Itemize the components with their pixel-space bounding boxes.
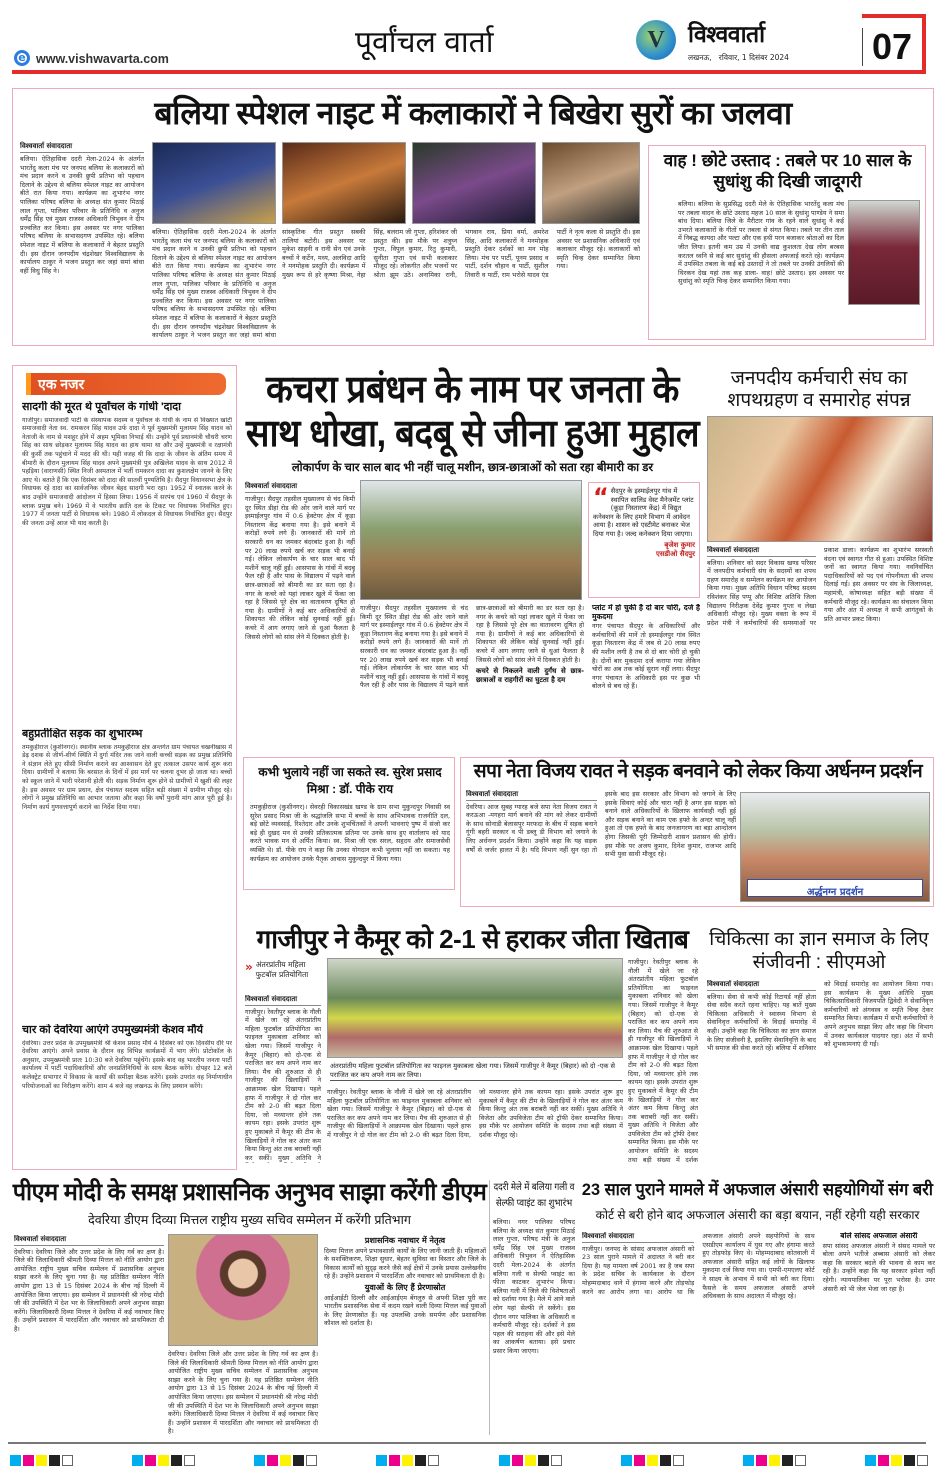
dm-portrait-photo xyxy=(168,1234,318,1346)
mishra-body: तमकुहीराज (कुशीनगर)। सेवरही विकासखंड खण्ड के ग्राम सभा मुकुन्दपुर निवासी स्व सुरेश प्रसाद मिश्रा जी के श्रद्धांजलि सभा में बच्चों के साथ अभिभावक राजनीति दल, बड़े छोटे व्यवसाई, रिश्तेदार और उनके शुभचिंतकों ने अपनी भावनाएं पुष्प में संजो कर बड़े ही दुखद मन से उनकी प्रतिकात्मक प्रतिमा पर उनके साथ हुए वार्तालाप को याद करते भावक मन से अर्पित किया। स्व. मिश्रा जी एक सरल, सहृदय और समाजसेवी व्यक्ति थे। डॉ. पीके राय ने कहा कि उनका योगदान कभी भुलाया नहीं जा सकता। यह कार्यक्रम का आयोजन उनके पैतृक आवास मुकुन्दपुर में किया गया। xyxy=(250,803,450,863)
section-title: पूर्वांचल वार्ता xyxy=(355,26,494,59)
color-swatch xyxy=(782,1455,793,1466)
ballia-lead-column xyxy=(20,142,144,343)
football-caption: अंतरप्रांतीय महिला फुटबॉल प्रतियोगिता का फाइनल मुकाबला खेला गया। जिसमें गाजीपुर ने कैमूर (बिहार) को दो -एक से पराजित कर कप अपने नाम कर लिया। xyxy=(330,1062,622,1081)
dm-subhead-inspiration: युवाओं के लिए हैं प्रेरणास्रोत xyxy=(364,1282,446,1292)
color-swatch xyxy=(512,1455,523,1466)
ballia-photo-singer xyxy=(152,142,276,224)
color-swatch xyxy=(36,1455,47,1466)
dateline: लखनऊ, रविवार, 1 दिसंबर 2024 xyxy=(688,53,789,62)
color-swatch xyxy=(756,1455,767,1466)
header-rule xyxy=(12,70,926,74)
sapa-body-wrap xyxy=(466,790,736,902)
kachra-headline: कचरा प्रबंधन के नाम पर जनता के साथ धोखा, बदबू से जीना हुआ मुहाल xyxy=(245,369,700,455)
ek-nazar-item xyxy=(22,401,232,721)
kachra-plant-photo xyxy=(360,480,582,600)
dadri-divider xyxy=(489,1180,490,1435)
sapa-protest-photo xyxy=(740,792,930,902)
football-team-photo xyxy=(327,958,623,1058)
color-swatch xyxy=(891,1455,902,1466)
cmo-headline: चिकित्सा का ज्ञान समाज के लिए संजीवनी : सीएमओ xyxy=(709,929,929,973)
color-swatch xyxy=(280,1455,291,1466)
color-swatch xyxy=(634,1455,645,1466)
ie-icon: e xyxy=(14,50,30,66)
color-swatch xyxy=(132,1455,143,1466)
color-bar-group xyxy=(743,1450,808,1469)
ballia-lead: बलिया। ऐतिहासिक ददरी मेला-2024 के अंतर्गत भारतेंदु कला मंच पर जनपद बलिया के कलाकारों को मंच प्रदान करने व उनकी छुपी प्रतिभा को पहचान दिलाने के उद्देश्य से बलिया स्पेशल नाइट का आयोजन बीते रात किया गया। कार्यक्रम का शुभारंभ नगर पालिका परिषद बलिया के अध्यक्ष संत कुमार मिठाई लाल गुप्ता, पालिका परिवार के प्रतिनिधि व अनुज धर्मेंद्र सिंह एवं मुख्य राजस्व अधिकारी त्रिभुवन ने दीप प्रज्वलित कर किया। इस अवसर पर नगर पालिका परिषद बलिया के सभासदगण उपस्थित रहे। बलिया स्पेशल नाइट में बलिया के कलाकारों ने बेहतर प्रस्तुति दी। इस दौरान जनपदीय चंद्रशेखर विश्वविद्यालय के कार्यालय ठाकुर ने भजन प्रस्तुत कर जहां समां बांधा वहीं विधु सिंह ने। xyxy=(20,155,144,275)
ek-nazar-item-headline: चार को देवरिया आएंगे उपमुख्यमंत्री केशव मौर्य xyxy=(22,1024,204,1036)
afzal-subhead: बोले सांसद अफजाल अंसारी xyxy=(840,1232,918,1240)
kachra-body: गाजीपुर। सैदपुर तहसील मुख्यालय से चंद किमी दूर स्थित डीहां रोड की ओर जाने वाले मार्ग पर इस्माईलपुर गांव में 0.6 हेक्टेयर क्षेत्र में कूड़ा निस्तारण केंद्र बनाया गया है। इसे बनाने में करोड़ों रुपये लगे हैं। जानकारों की मानें तो सरकारी धन का जमकर बंदरबांट हुआ है। नहीं पर 20 लाख रुपये खर्च कर सड़क भी बनाई गई। लेकिन लोकार्पण के चार साल बाद भी मशीनें चालू नहीं हुईं। आसपास के गांवों में बदबू फैल रही है और पास के विद्यालय में पढ़ने वाले छात्र-छात्राओं को बीमारी का डर सता रहा है। नगर के कचरे को यहां लाकर खुले में फेंका जा रहा है जिससे पूरे क्षेत्र का वातावरण दूषित हो गया है। ग्रामीणों ने कई बार अधिकारियों से शिकायत की लेकिन कोई सुनवाई नहीं हुई। कचरे में आग लगाए जाने से धुआं फैलता है जिससे लोगों को सांस लेने में दिक्कत होती है। xyxy=(245,495,355,641)
ballia-byline: विश्ववार्ता संवाददाता xyxy=(20,142,144,153)
kachra-subhead-theft: प्लांट में हो चुकी है दो बार चोरी, दर्ज है मुकदमा xyxy=(592,604,700,621)
football-body-right: गाजीपुर। रेवतीपुर ब्लाक के नौली में खेले जा रहे अंतरप्रांतीय महिला फुटबॉल प्रतियोगिता का फाइनल मुकाबला शनिवार को खेला गया। जिसमें गाजीपुर ने कैमूर (बिहार) को दो-एक से पराजित कर कप अपने नाम कर लिया। मैच की शुरुआत से ही गाजीपुर की खिलाड़ियों ने आक्रामक खेल दिखाया। पहले हाफ में गाजीपुर ने दो गोल कर टीम को 2-0 की बढ़त दिला दिया, जो मध्यान्तर होने तक कायम रहा। इसके उपरांत शुरू हुए मुकाबले में कैमूर की टीम के खिलाड़ियों ने गोल कर अंतर कम किया किन्तु अंत तक बराबरी नहीं कर सकीं। मुख्य अतिथि ने विजेता और उपविजेता टीम को ट्रॉफी देकर सम्मानित किया। इस मौके पर आयोजन समिति के सदस्य तथा बड़ी संख्या में दर्शक xyxy=(628,958,698,1164)
ek-nazar-label: एक नजर xyxy=(38,376,85,392)
sudhanshu-body: बलिया। बलिया के सुप्रसिद्ध ददरी मेले के ऐतिहासिक भारतेंदु कला मंच पर तबला वादन के छोटे उस्ताद महज 10 साल के सुधांशु पाण्डेय ने समा बांध दिया। बलिया जिले के मैरीटार गांव के रहने वाले सुधांशु ने कई उभरते कलाकारों के गीतों पर तबला से संगत किया। तबले पर तीन ताल में निबद्ध कायदा और पल्टा और एक हथी परन बजाकर श्रोताओं का दिल जीत लिया। इतनी कम उम्र में उनकी वाद्य कुशलता देख लोग बरबस करतल ध्वनि से कई बार सुधांशु की हौसला अफजाई करते रहे। कार्यक्रम में उपस्थित तबला के कई बड़े उस्तादों ने तो तबले पर उनकी उंगलियों की थिरकन देख यहां तक कह डाला- वाह! छोटे उस्ताद। इस अवसर पर सुधांशु को स्मृति चिन्ह देकर सम्मानित किया गया। xyxy=(678,200,844,286)
ballia-photo-female-singer xyxy=(412,142,536,224)
cmo-body: बलिया। सेवा से कभी कोई रिटायर्ड नहीं होता सेवा सदैव करते रहना चाहिए। यह बातें मुख्य चिकित्सा अधिकारी ने स्वास्थ्य विभाग से सेवानिवृत्त कर्मचारियों के विदाई समारोह में कही। उन्होंने कहा कि चिकित्सा का ज्ञान समाज के लिए संजीवनी है, इसलिए सेवानिवृत्ति के बाद भी समाज की सेवा करते रहें। बलिया में शनिवार को विदाई समारोह का आयोजन किया गया। इस कार्यक्रम के मुख्य अतिथि मुख्य चिकित्साधिकारी विजयपति द्विवेदी ने सेवानिवृत्त कर्मचारियों को अंगवस्त्र व स्मृति चिन्ह देकर सम्मानित किया। कार्यक्रम में सभी कर्मचारियों ने अपने अनुभव साझा किए और कहा कि विभाग में उनका कार्यकाल यादगार रहा। अंत में सभी को शुभकामनाएं दी गईं। xyxy=(707,980,933,1053)
kachra-body-continued: गाजीपुर। सैदपुर तहसील मुख्यालय से चंद किमी दूर स्थित डीहां रोड की ओर जाने वाले मार्ग पर इस्माईलपुर गांव में 0.6 हेक्टेयर क्षेत्र में कूड़ा निस्तारण केंद्र बनाया गया है। इसे बनाने में करोड़ों रुपये लगे हैं। जानकारों की मानें तो सरकारी धन का जमकर बंदरबांट हुआ है। नहीं पर 20 लाख रुपये खर्च कर सड़क भी बनाई गई। लेकिन लोकार्पण के चार साल बाद भी मशीनें चालू नहीं हुईं। आसपास के गांवों में बदबू फैल रही है और पास के विद्यालय में पढ़ने वाले छात्र-छात्राओं को बीमारी का डर सता रहा है। नगर के कचरे को यहां लाकर खुले में फेंका जा रहा है जिससे पूरे क्षेत्र का वातावरण दूषित हो गया है। ग्रामीणों ने कई बार अधिकारियों से शिकायत की लेकिन कोई सुनवाई नहीं हुई। कचरे में आग लगाए जाने से धुआं फैलता है जिससे लोगों को सांस लेने में दिक्कत होती है। xyxy=(360,604,584,690)
janpadiya-body: बलिया। शनिवार को सदर विकास खण्ड परिसर में जनपदीय कर्मचारी संघ के सदस्यों का शपथ ग्रहण समारोह व सम्मेलन कार्यक्रम का आयोजन किया गया। मुख्य अतिथि विधान परिषद सदस्य रविशंकर सिंह पप्पू और विशिष्ट अतिथि जिला विद्यालय निरीक्षक देवेंद्र कुमार गुप्ता व लेखा अधिकारी मौजूद रहे। मुख्य वक्ता के रूप में प्रदेश मंत्री ने कर्मचारियों की समस्याओं पर प्रकाश डाला। कार्यक्रम का शुभारंभ सरस्वती वंदना एवं स्वागत गीत से हुआ। उपस्थित विशिष्ट जनों का स्वागत किया गया। नवनिर्वाचित पदाधिकारियों को पद एवं गोपनीयता की शपथ दिलाई गई। इस अवसर पर संघ के जिलाध्यक्ष, महामंत्री, कोषाध्यक्ष सहित बड़ी संख्या में कर्मचारी मौजूद रहे। कार्यक्रम का संचालन किया गया और अंत में अध्यक्ष ने सभी आगंतुकों के प्रति आभार प्रकट किया। xyxy=(707,546,933,627)
color-bar-group xyxy=(621,1450,686,1469)
ek-nazar-item-body: गाजीपुर। समाजवादी पार्टी के संस्थापक सदस्य व पूर्वांचल के गांधी के नाम से विख्यात खांटी समाजवादी नेता स्व. रामकरन सिंह यादव उर्फ दादा ने पूर्व मुख्यमंत्री मुलायम सिंह यादव को नेताजी के नाम से मशहूर होने में अहम भूमिका निभाई थी। उन्होंने पूर्व प्रधानमंत्री चौधरी चरण सिंह का साथ छोड़कर मुलायम सिंह यादव का हाथ थामा था और उन्हें मुख्यमंत्री व रक्षामंत्री की कुर्सी तक पहुंचाने में मदद की थी। यही वजह थी कि दादा के जीवन के अंतिम समय में बीमारी के दौरान मुलायम सिंह यादव अपने मुख्यमंत्री पुत्र अखिलेश यादव के साथ 2012 में पहड़िया (वाराणसी) स्थित निजी अस्पताल में भर्ती रामकरन दादा का कुशलक्षेम जानने के लिए आए थे। बताते हैं कि एक दिसंबर को दादा की सातवीं पुण्यतिथि है। सैदपुर विधानसभा क्षेत्र के विधायक रहे दादा का सार्वजनिक जीवन बेहद सादगी भरा रहा। 1952 में स्नातक करने के बाद उन्होंने समाजवादी आंदोलन में हिस्सा लिया। 1956 में सरपंच एवं 1960 में सैदपुर के ब्लाक प्रमुख बने। 1969 में वे भारतीय क्रांति दल के टिकट पर विधायक निर्वाचित हुए। 1977 में जनता पार्टी से विधायक बने। 1980 में लोकदल से विधायक निर्वाचित हुए। सैदपुर की जनता उन्हें आज भी याद करती है। xyxy=(22,416,232,527)
color-swatch xyxy=(171,1455,182,1466)
registration-marks xyxy=(10,1450,930,1469)
crosshair-mark-icon xyxy=(917,1455,928,1466)
cmo-byline: विश्ववार्ता संवाददाता xyxy=(707,980,816,991)
afzal-body-wrap xyxy=(582,1232,935,1435)
sapa-banner-text: अर्द्धनग्न प्रदर्शन xyxy=(806,887,864,898)
football-body-lower: गाजीपुर। रेवतीपुर ब्लाक के नौली में खेले जा रहे अंतरप्रांतीय महिला फुटबॉल प्रतियोगिता का फाइनल मुकाबला शनिवार को खेला गया। जिसमें गाजीपुर ने कैमूर (बिहार) को दो-एक से पराजित कर कप अपने नाम कर लिया। मैच की शुरुआत से ही गाजीपुर की खिलाड़ियों ने आक्रामक खेल दिखाया। पहले हाफ में गाजीपुर ने दो गोल कर टीम को 2-0 की बढ़त दिला दिया, जो मध्यान्तर होने तक कायम रहा। इसके उपरांत शुरू हुए मुकाबले में कैमूर की टीम के खिलाड़ियों ने गोल कर अंतर कम किया किन्तु अंत तक बराबरी नहीं कर सकीं। मुख्य अतिथि ने विजेता और उपविजेता टीम को ट्रॉफी देकर सम्मानित किया। इस मौके पर आयोजन समिति के सदस्य तथा बड़ी संख्या में दर्शक मौजूद रहे। xyxy=(327,1088,623,1139)
color-swatch xyxy=(878,1455,889,1466)
janpadiya-headline: जनपदीय कर्मचारी संघ का शपथग्रहण व समारोह संपन्न xyxy=(727,368,911,411)
sudhanshu-photo xyxy=(848,200,920,305)
dadri-headline: ददरी मेले में बलिया गली व सेल्फी प्वाइंट का शुभारंभ xyxy=(493,1182,575,1209)
kachra-quote: सैदपुर के इस्माईलपुर गांव में स्थापित सालिड वेस्ट मैनेजमेंट प्लांट (कूड़ा निस्तारण केंद्र) में विद्युत कनेक्शन के लिए हमारे विभाग में आवेदन आया है। शासन को एस्टीमेट बनाकर भेज दिया गया है। जल्द कनेक्शन दिया जाएगा। xyxy=(593,487,694,538)
color-swatch xyxy=(23,1455,34,1466)
color-bar-group xyxy=(10,1450,75,1469)
color-swatch xyxy=(525,1455,536,1466)
crosshair-mark-icon xyxy=(306,1455,317,1466)
color-swatch xyxy=(293,1455,304,1466)
afzal-body-statement: सपा सांसद अफजाल अंसारी ने संसद मामले पर बोला अपने भतीजे अब्बास अंसारी को लेकर कहा कि सरकार बदले की भावना से काम कर रही है। उन्होंने कहा कि यह सरकार हमेशा नहीं रहेगी। न्यायपालिका पर पूरा भरोसा है। उमर अंसारी को भी जेल भेजा जा रहा है। xyxy=(822,1241,935,1293)
page-number: 07 xyxy=(872,26,913,67)
color-bar-group xyxy=(254,1450,319,1469)
sudhanshu-headline: वाह ! छोटे उस्ताद : तबले पर 10 साल के सुधांशु की दिखी जादूगरी xyxy=(663,151,912,191)
ek-nazar-item-body: तमकुहीराज (कुशीनगर)। स्थानीय ब्लाक तमकुहीराज क्षेत्र अन्तर्गत ग्राम पंचायत चखनीखास में डेढ़ दशक से जीर्ण-शीर्ण स्थिति में दुर्गा मंदिर तक जाने वाली कच्ची सड़क का प्रमुख प्रतिनिधि ने संज्ञान लेते हुए सीसी निर्माण कराने का आश्वासन देते हुए तत्काल उसपर कार्य शुरू करा दिया। ग्रामीणों ने बताया कि बरसात के दिनों में इस मार्ग पर चलना दूभर हो जाता था। बच्चों को स्कूल जाने में भारी परेशानी होती थी। सड़क निर्माण शुरू होने से ग्रामीणों में खुशी की लहर है। इस अवसर पर ग्राम प्रधान, क्षेत्र पंचायत सदस्य सहित बड़ी संख्या में ग्रामीण मौजूद रहे। लोगों ने प्रमुख प्रतिनिधि का आभार जताया और कहा कि वर्षों पुरानी मांग आज पूरी हुई है। निर्माण कार्य गुणवत्तापूर्ण कराने का निर्देश दिया गया। xyxy=(22,743,232,811)
janpadiya-byline: विश्ववार्ता संवाददाता xyxy=(707,546,816,557)
kachra-quote-box xyxy=(588,482,700,598)
ballia-body-col1: बलिया। ऐतिहासिक ददरी मेला-2024 के अंतर्गत भारतेंदु कला मंच पर जनपद बलिया के कलाकारों को मंच प्रदान करने व उनकी छुपी प्रतिभा को पहचान दिलाने के उद्देश्य से बलिया स्पेशल नाइट का आयोजन बीते रात किया गया। कार्यक्रम का शुभारंभ नगर पालिका परिषद बलिया के अध्यक्ष संत कुमार मिठाई लाल गुप्ता, पालिका परिवार के प्रतिनिधि व अनुज धर्मेंद्र सिंह एवं मुख्य राजस्व अधिकारी त्रिभुवन ने दीप प्रज्वलित कर किया। इस अवसर पर नगर पालिका परिषद बलिया के सभासदगण उपस्थित रहे। बलिया स्पेशल नाइट में बलिया के कलाकारों ने बेहतर प्रस्तुति दी। इस दौरान जनपदीय चंद्रशेखर विश्वविद्यालय के कार्यालय ठाकुर ने भजन प्रस्तुत कर जहां समां बांधा xyxy=(152,228,276,340)
ballia-body: सांस्कृतिक गीत प्रस्तुत सबकी तालियां बटोरी। इस अवसर पर मुकेश साहनी व रानी सेन एवं उनके बच्चों ने कर्टेन, मध्य, अलविदा आदि ने मनमोहक प्रस्तुति दी। कार्यक्रम में मुख्य रूप से हरे कृष्णा मिश्रा, नेहा सिंह, बलराम जी गुप्ता, हरिशंकर जी प्रस्तुत की। इस मौके पर शत्रुघ्न गुप्ता, विपुल कुमार, रितु कुमारी, सुनीता गुप्ता एवं सभी कलाकार मौजूद रहे। लोकगीत और भजनों पर श्रोता झूम उठे। अनामिका रानी, भगवान राय, प्रिया वर्मा, अमरेश सिंह, आदि कलाकारों ने मनमोहक प्रस्तुति देकर दर्शकों का मन मोह लिया। मंच पर पार्टी, पूनम प्रसाद व पार्टी, दर्शन चौहान व पार्टी, सुशील तिवारी व पार्टी, राम भरोसे यादव एंड पार्टी ने नृत्य कला से प्रस्तुति दी। इस अवसर पर प्रशासनिक अधिकारी एवं कलाकार मौजूद रहे। कलाकारों को स्मृति चिन्ह देकर सम्मानित किया गया। xyxy=(282,228,640,279)
ballia-photo-performers xyxy=(282,142,406,224)
ek-nazar-item-body: देवरिया। उत्तर प्रदेश के उपमुख्यमंत्री श्री केशव प्रसाद मौर्य 4 दिसंबर को एक दिवसीय दौरे पर देवरिया आएंगे। अपने प्रवास के दौरान वह विभिन्न कार्यक्रमों में भाग लेंगे। प्रोटोकॉल के अनुसार, उपमुख्यमंत्री प्रातः 10:30 बजे देवरिया पहुंचेंगे। इसके बाद वह भारतीय जनता पार्टी कार्यालय में पार्टी पदाधिकारियों और जनप्रतिनिधियों के साथ बैठक करेंगे। दोपहर 12 बजे कलेक्ट्रेट सभागार में विकास के कार्यों की समीक्षा बैठक करेंगे। इसके उपरांत वह निर्माणाधीन परियोजनाओं का निरीक्षण करेंगे। शाम 4 बजे वह लखनऊ के लिए प्रस्थान करेंगे। xyxy=(22,1039,232,1090)
kachra-quote-author: बृजेश कुमार xyxy=(664,540,695,549)
color-swatch xyxy=(743,1455,754,1466)
dadri-body: बलिया। नगर पालिका परिषद बलिया के अध्यक्ष संत कुमार मिठाई लाल गुप्ता, परिषद मंत्री के अनुज धर्मेंद्र सिंह एवं मुख्य राजस्व अधिकारी त्रिभुवन ने ऐतिहासिक ददरी मेला-2024 के अंतर्गत बलिया गली व सेल्फी प्वाइंट का फीता काटकर शुभारंभ किया। बलिया गली में जिले की विशेषताओं को दर्शाया गया है। मेले में आने वाले लोग यहां सेल्फी ले सकेंगे। इस दौरान नगर पालिका के अधिकारी व कर्मचारी मौजूद रहे। दर्शकों ने इस पहल की सराहना की और इसे मेले का आकर्षण बताया। इसे प्रचार प्रसार किया जाएगा। xyxy=(493,1218,575,1355)
color-swatch xyxy=(49,1455,60,1466)
color-swatch xyxy=(621,1455,632,1466)
mishra-headline: कभी भुलाये नहीं जा सकते स्व. सुरेश प्रसाद मिश्रा : डॉ. पीके राय xyxy=(258,765,442,796)
brand-name: विश्ववार्ता xyxy=(688,21,765,47)
janpadiya-garland-photo xyxy=(707,416,933,542)
dm-body-inspiration: आईआईटी दिल्ली और आईआईएम बेंगलुरु से अपनी शिक्षा पूरी कर भारतीय प्रशासनिक सेवा में कदम रखने वाली दिव्या मित्तल कई युवाओं के लिए प्रेरणास्रोत हैं। यह उपलब्धि उनके समर्पण और प्रशासनिक कौशल को दर्शाता है। xyxy=(324,1293,486,1328)
crosshair-mark-icon xyxy=(62,1455,73,1466)
football-byline: विश्ववार्ता संवाददाता xyxy=(245,995,321,1006)
football-kicker-text: अंतरप्रांतीय महिला फुटबॉल प्रतियोगिता xyxy=(255,960,309,979)
dm-byline: विश्ववार्ता संवाददाता xyxy=(14,1235,164,1246)
ek-nazar-item-headline: बहुप्रतीक्षित सड़क का शुभारम्भ xyxy=(22,728,143,740)
kachra-text-col xyxy=(245,482,355,745)
dm-subheadline: देवरिया डीएम दिव्या मित्तल राष्ट्रीय मुख्य सचिव सम्मेलन में करेंगी प्रतिभाग xyxy=(88,1213,411,1227)
color-bar-group xyxy=(376,1450,441,1469)
afzal-byline: विश्ववार्ता संवाददाता xyxy=(582,1232,694,1243)
color-bar-group xyxy=(132,1450,197,1469)
crosshair-mark-icon xyxy=(795,1455,806,1466)
color-bar-group xyxy=(865,1450,930,1469)
crosshair-mark-icon xyxy=(428,1455,439,1466)
crosshair-mark-icon xyxy=(551,1455,562,1466)
footer-rule xyxy=(8,1442,926,1444)
color-swatch xyxy=(769,1455,780,1466)
color-swatch xyxy=(389,1455,400,1466)
color-bar-group xyxy=(499,1450,564,1469)
kachra-body-theft: नगर पंचायत सैदपुर के अधिकारियों और कर्मचारियों की मानें तो इस्माईलपुर गांव स्थित कूड़ा निस्तारण केंद्र में जब से 20 लाख रुपए की मशीन लगी है तब से दो बार चोरी हो चुकी है। दोनों बार मुकदमा दर्ज कराया गया लेकिन चोरों का अब तक कोई सुराग नहीं लगा। सैदपुर नगर पंचायत के अधिकारी इस पर कुछ भी बोलने से बच रहे हैं। xyxy=(592,622,700,691)
brand-logo-icon: V xyxy=(636,20,676,60)
ballia-photo-dignitaries xyxy=(542,142,640,224)
dm-subhead-innovation: प्रशासनिक नवाचार में नेतृत्व xyxy=(364,1236,446,1245)
color-swatch xyxy=(402,1455,413,1466)
color-swatch xyxy=(904,1455,915,1466)
dm-headline: पीएम मोदी के समक्ष प्रशासनिक अनुभव साझा करेंगी डीएम xyxy=(12,1179,487,1206)
dm-body: देवरिया। देवरिया जिले और उत्तर प्रदेश के लिए गर्व का क्षण है। जिले की जिलाधिकारी श्रीमती दिव्या मित्तल को नीति आयोग द्वारा आयोजित राष्ट्रीय मुख्य सचिव सम्मेलन में प्रशासनिक अनुभव साझा करने के लिए चुना गया है। यह प्रतिष्ठित सम्मेलन नीति आयोग द्वारा 13 से 15 दिसंबर 2024 के बीच नई दिल्ली में आयोजित किया जाएगा। इस सम्मेलन में प्रधानमंत्री श्री नरेन्द्र मोदी जी की उपस्थिति में देश भर के जिलाधिकारी अपने अनुभव साझा करेंगे। जिलाधिकारी दिव्या मित्तल ने देवरिया में कई नवाचार किए हैं। उन्होंने प्रशासन में पारदर्शिता और नवाचार को प्राथमिकता दी है। xyxy=(14,1247,164,1333)
sapa-protest-banner xyxy=(747,879,923,897)
afzal-subheadline: कोर्ट से बरी होने बाद अफजाल अंसारी का बड़ा बयान, नहीं रहेगी यही सरकार xyxy=(595,1208,920,1222)
color-swatch xyxy=(267,1455,278,1466)
sapa-body: देवरिया। आज सुबह ग्यारह बजे सपा नेता विजय रावत ने करऊआ -मगहरा मार्ग बनाने की मांग को लेकर ग्रामीणों के साथ सोनाडी बेलासपुर मरफदा के बीच में सड़क बनाने गूंगी बहरी सरकार व पी डब्लू डी विभाग को जगाने के लिए अर्धनग्न प्रदर्शन किया। उन्होंने कहा कि यह सड़क वर्षों से जर्जर हालत में है। यदि विभाग नहीं सुन रहा तो इसके बाद इस सरकार और विभाग को जगाने के लिए इसके सिवाएं कोई और चारा नहीं है अगर इस सड़क को बनाने वाले अधिकारियों के खिलाफ कार्यवाही नहीं हुई और सड़क बनाने का काम एक हफ्ते के अन्दर चालू नहीं हुआ तो एक हफ्ते के बाद जनजागरण का बड़ा आन्दोलन होगा जिसकी पूरी जिम्मेदारी शासन प्रशासन की होगी। इस मौके पर अजय कुमार, दिनेश कुमार, राजभर आदि सभी युवा साथी मौजूद रहे। xyxy=(466,790,736,859)
website-link[interactable]: www.vishwavarta.com xyxy=(36,52,169,66)
color-swatch xyxy=(865,1455,876,1466)
crosshair-mark-icon xyxy=(184,1455,195,1466)
janpadiya-body-wrap xyxy=(707,546,933,742)
football-headline: गाजीपुर ने कैमूर को 2-1 से हराकर जीता खिताब xyxy=(256,924,689,954)
ballia-headline: बलिया स्पेशल नाइट में कलाकारों ने बिखेरा सुरों का जलवा xyxy=(154,95,792,131)
crosshair-mark-icon xyxy=(673,1455,684,1466)
football-body-wrap xyxy=(245,995,321,1163)
kachra-subheadline: लोकार्पण के चार साल बाद भी नहीं चालू मशीन, छात्र-छात्राओं को सता रहा बीमारी का डर xyxy=(291,462,654,474)
sapa-headline: सपा नेता विजय रावत ने सड़क बनवाने को लेकर किया अर्धनग्न प्रदर्शन xyxy=(473,761,923,782)
afzal-headline: 23 साल पुराने मामले में अफजाल अंसारी सहयोगियों संग बरी xyxy=(581,1180,934,1199)
kachra-subhead-smell: कचरे से निकलने वाली दुर्गंध से छात्र-छात्राओं व राहगीरों का घुटता है दम xyxy=(476,667,584,684)
football-body: गाजीपुर। रेवतीपुर ब्लाक के नौली में खेले जा रहे अंतरप्रांतीय महिला फुटबॉल प्रतियोगिता का फाइनल मुकाबला शनिवार को खेला गया। जिसमें गाजीपुर ने कैमूर (बिहार) को दो-एक से पराजित कर कप अपने नाम कर लिया। मैच की शुरुआत से ही गाजीपुर की खिलाड़ियों ने आक्रामक खेल दिखाया। पहले हाफ में गाजीपुर ने दो गोल कर टीम को 2-0 की बढ़त दिला दिया, जो मध्यान्तर होने तक कायम रहा। इसके उपरांत शुरू हुए मुकाबले में कैमूर की टीम के खिलाड़ियों ने गोल कर अंतर कम किया किन्तु अंत तक बराबरी नहीं कर सकीं। मुख्य अतिथि ने xyxy=(245,1007,321,1162)
dm-body-innovation: दिव्या मित्तल अपने प्रभावशाली कार्यों के लिए जानी जाती हैं। महिलाओं के सशक्तिकरण, शिक्षा सुधार, बेहतर सुविधा का विस्तार और जिले के विकास कार्यों को सुदृढ़ करने जैसे कई क्षेत्रों में उनके प्रयास उल्लेखनीय रहे हैं। उन्होंने प्रशासन में पारदर्शिता और नवाचार को प्राथमिकता दी है। xyxy=(324,1246,486,1281)
page-divider xyxy=(862,28,863,66)
color-swatch xyxy=(376,1455,387,1466)
sapa-byline: विश्ववार्ता संवाददाता xyxy=(466,790,597,801)
football-kicker xyxy=(245,960,321,981)
dm-body-right xyxy=(324,1234,486,1434)
color-swatch xyxy=(254,1455,265,1466)
dm-body-lower: देवरिया। देवरिया जिले और उत्तर प्रदेश के लिए गर्व का क्षण है। जिले की जिलाधिकारी श्रीमती दिव्या मित्तल को नीति आयोग द्वारा आयोजित राष्ट्रीय मुख्य सचिव सम्मेलन में प्रशासनिक अनुभव साझा करने के लिए चुना गया है। यह प्रतिष्ठित सम्मेलन नीति आयोग द्वारा 13 से 15 दिसंबर 2024 के बीच नई दिल्ली में आयोजित किया जाएगा। इस सम्मेलन में प्रधानमंत्री श्री नरेन्द्र मोदी जी की उपस्थिति में देश भर के जिलाधिकारी अपने अनुभव साझा करेंगे। जिलाधिकारी दिव्या मित्तल ने देवरिया में कई नवाचार किए हैं। उन्होंने प्रशासन में पारदर्शिता और नवाचार को प्राथमिकता दी है। xyxy=(168,1350,318,1435)
ek-nazar-item xyxy=(22,728,232,1016)
dm-body-wrap xyxy=(14,1235,164,1435)
kachra-quote-role: एसडीओ सैदपुर xyxy=(655,549,695,558)
color-swatch xyxy=(145,1455,156,1466)
double-chevron-icon: » xyxy=(245,960,253,974)
color-swatch xyxy=(415,1455,426,1466)
cmo-body-wrap xyxy=(707,980,933,1164)
kachra-byline: विश्ववार्ता संवाददाता xyxy=(245,482,355,493)
color-swatch xyxy=(158,1455,169,1466)
ek-nazar-item-headline: सादगी की मूरत थे पूर्वांचल के गांधी 'दादा xyxy=(22,401,181,413)
quote-icon: “ xyxy=(593,483,609,511)
color-swatch xyxy=(499,1455,510,1466)
afzal-body: गाजीपुर। जनपद के सांसद अफजाल अंसारी को 23 साल पुराने मामले में अदालत ने बरी कर दिया है। यह मामला वर्ष 2001 का है जब सपा के प्रदेश सचिव के कार्यकाल के दौरान मोहम्मदाबाद थाने में हंगामा करने और तोड़फोड़ करने का आरोप लगा था। आरोप था कि अफजाल अंसारी अपने सहयोगियों के साथ एसडीएम कार्यालय में घुस गए और हंगामा करते हुए तोड़फोड़ किए थे। मोहम्मदाबाद कोतवाली में अफजाल अंसारी सहित कई लोगों के खिलाफ मुकदमा दर्ज किया गया था। एमपी-एमएलए कोर्ट ने साक्ष्य के अभाव में सभी को बरी कर दिया। फैसले के समय अफजाल अंसारी अपने अधिवक्ता के साथ अदालत में मौजूद रहे। xyxy=(582,1232,815,1301)
ek-nazar-item xyxy=(22,1024,232,1164)
color-swatch xyxy=(10,1455,21,1466)
color-swatch xyxy=(538,1455,549,1466)
kachra-body-lower xyxy=(360,604,700,739)
color-swatch xyxy=(660,1455,671,1466)
color-swatch xyxy=(647,1455,658,1466)
